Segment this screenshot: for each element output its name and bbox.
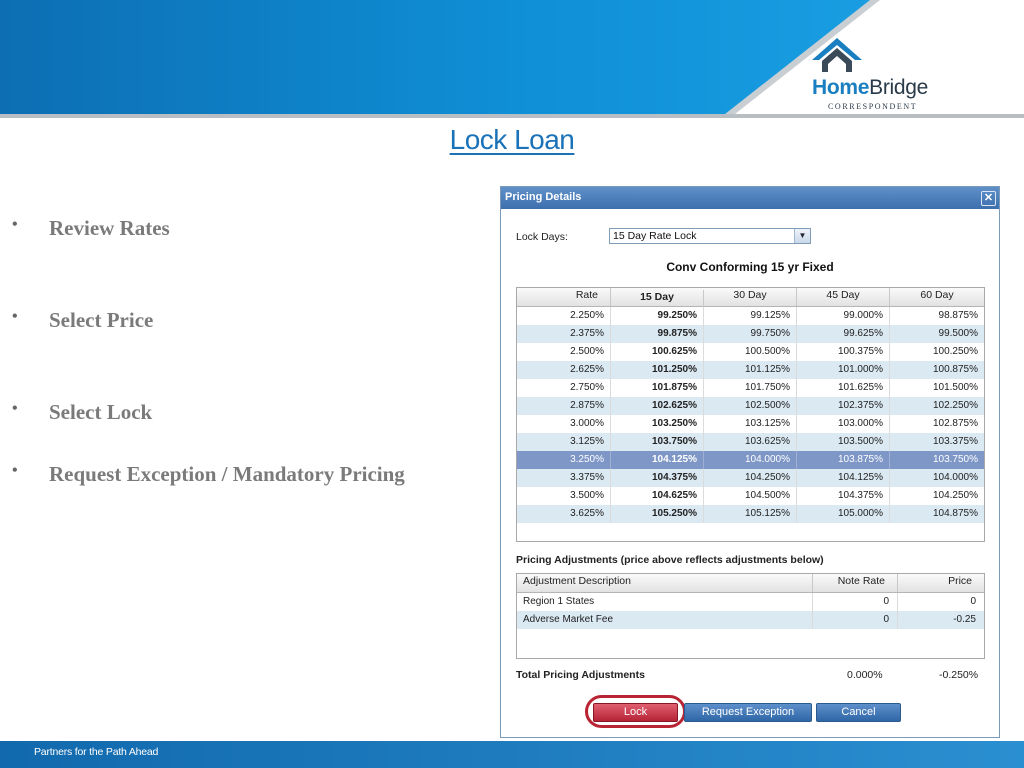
price-cell[interactable]: 103.750%	[611, 433, 704, 451]
price-cell[interactable]: 102.500%	[704, 397, 797, 415]
adjustment-price: -0.25	[953, 614, 976, 625]
rate-cell[interactable]: 2.625%	[517, 361, 611, 379]
rate-cell[interactable]: 3.250%	[517, 451, 611, 469]
rate-cell[interactable]: 3.375%	[517, 469, 611, 487]
price-cell[interactable]: 99.000%	[797, 307, 890, 325]
dialog-titlebar[interactable]	[501, 187, 999, 209]
price-cell[interactable]: 104.625%	[611, 487, 704, 505]
price-cell[interactable]: 104.375%	[611, 469, 704, 487]
col-header-60-day[interactable]: 60 Day	[920, 289, 954, 301]
price-cell[interactable]: 103.250%	[611, 415, 704, 433]
adjustment-note-rate: 0	[813, 611, 898, 629]
lock-days-value: 15 Day Rate Lock	[613, 230, 697, 242]
rate-cell[interactable]: 3.000%	[517, 415, 611, 433]
price-cell[interactable]: 104.000%	[704, 451, 797, 469]
col-header-adjustment-description[interactable]: Adjustment Description	[517, 574, 813, 592]
price-cell[interactable]: 103.625%	[704, 433, 797, 451]
price-cell[interactable]: 101.750%	[704, 379, 797, 397]
adjustment-note-rate: 0	[813, 593, 898, 611]
price-cell[interactable]: 102.875%	[932, 418, 978, 429]
price-cell[interactable]: 105.125%	[704, 505, 797, 523]
price-cell[interactable]: 102.375%	[797, 397, 890, 415]
close-icon[interactable]: ✕	[981, 191, 996, 206]
rate-row[interactable]	[517, 469, 984, 487]
price-cell[interactable]: 100.500%	[704, 343, 797, 361]
price-cell[interactable]: 99.875%	[611, 325, 704, 343]
price-cell[interactable]: 100.250%	[932, 346, 978, 357]
price-cell[interactable]: 98.875%	[938, 310, 978, 321]
lock-button[interactable]: Lock	[593, 703, 678, 722]
price-cell[interactable]: 104.250%	[932, 490, 978, 501]
rate-cell[interactable]: 2.500%	[517, 343, 611, 361]
price-cell[interactable]: 104.000%	[932, 472, 978, 483]
grid-header	[517, 288, 984, 307]
adjustments-title: Pricing Adjustments (price above reflects adjustments below)	[516, 554, 824, 566]
price-cell[interactable]: 104.125%	[611, 451, 704, 469]
price-cell[interactable]: 103.750%	[932, 454, 978, 465]
adjustment-description: Adverse Market Fee	[517, 611, 813, 629]
rate-cell[interactable]: 2.250%	[517, 307, 611, 325]
rate-row[interactable]	[517, 379, 984, 397]
price-cell[interactable]: 103.000%	[797, 415, 890, 433]
price-cell[interactable]: 101.875%	[611, 379, 704, 397]
price-cell[interactable]: 100.625%	[611, 343, 704, 361]
total-adjustments-label: Total Pricing Adjustments	[516, 669, 645, 681]
price-cell[interactable]: 99.250%	[611, 307, 704, 325]
rate-row[interactable]	[517, 415, 984, 433]
col-header-note-rate[interactable]: Note Rate	[813, 574, 898, 592]
price-cell[interactable]: 99.125%	[704, 307, 797, 325]
price-cell[interactable]: 101.125%	[704, 361, 797, 379]
rate-row[interactable]	[517, 433, 984, 451]
rate-price-grid	[516, 287, 985, 542]
rate-cell[interactable]: 2.375%	[517, 325, 611, 343]
price-cell[interactable]: 101.250%	[611, 361, 704, 379]
price-cell[interactable]: 103.375%	[932, 436, 978, 447]
cancel-button[interactable]: Cancel	[816, 703, 901, 722]
adjustments-header	[517, 574, 984, 593]
price-cell[interactable]: 102.625%	[611, 397, 704, 415]
rate-cell[interactable]: 2.875%	[517, 397, 611, 415]
price-cell[interactable]: 103.500%	[797, 433, 890, 451]
col-header-45-day[interactable]: 45 Day	[797, 288, 890, 306]
price-cell[interactable]: 103.125%	[704, 415, 797, 433]
footer-bar	[0, 741, 1024, 768]
footer-tagline: Partners for the Path Ahead	[34, 746, 159, 758]
price-cell[interactable]: 104.250%	[704, 469, 797, 487]
price-cell[interactable]: 104.875%	[932, 508, 978, 519]
logo-subtitle: CORRESPONDENT	[828, 102, 918, 111]
col-header-price[interactable]: Price	[948, 575, 972, 587]
price-cell[interactable]: 105.000%	[797, 505, 890, 523]
rate-cell[interactable]: 3.625%	[517, 505, 611, 523]
total-price: -0.250%	[939, 669, 979, 681]
rate-cell[interactable]: 3.500%	[517, 487, 611, 505]
adjustment-row	[517, 611, 984, 629]
logo-wordmark: HomeBridge	[812, 76, 929, 99]
price-cell[interactable]: 104.375%	[797, 487, 890, 505]
pricing-details-dialog	[500, 186, 1000, 738]
rate-row[interactable]	[517, 397, 984, 415]
rate-row[interactable]	[517, 361, 984, 379]
price-cell[interactable]: 101.000%	[797, 361, 890, 379]
col-header-rate[interactable]: Rate	[517, 288, 611, 306]
lock-days-select[interactable]	[609, 228, 811, 244]
adjustment-description: Region 1 States	[517, 593, 813, 611]
dialog-title: Pricing Details	[505, 191, 582, 203]
total-note-rate: 0.000%	[847, 669, 883, 681]
adjustments-table	[516, 573, 985, 659]
price-cell[interactable]: 100.375%	[797, 343, 890, 361]
col-header-30-day[interactable]: 30 Day	[704, 288, 797, 306]
homebridge-logo	[812, 38, 942, 118]
product-title: Conv Conforming 15 yr Fixed	[666, 260, 834, 274]
header-banner	[0, 0, 1024, 118]
price-cell[interactable]: 101.500%	[932, 382, 978, 393]
price-cell[interactable]: 99.500%	[938, 328, 978, 339]
chevron-down-icon[interactable]: ▼	[794, 229, 810, 243]
rate-row[interactable]	[517, 505, 984, 523]
rate-row[interactable]	[517, 343, 984, 361]
rate-row[interactable]	[517, 325, 984, 343]
price-cell[interactable]: 104.500%	[704, 487, 797, 505]
house-logo-icon	[812, 38, 862, 72]
page-title: Lock Loan	[449, 124, 575, 155]
rate-cell[interactable]: 2.750%	[517, 379, 611, 397]
rate-row[interactable]	[517, 487, 984, 505]
rate-row[interactable]	[517, 307, 984, 325]
price-cell[interactable]: 101.625%	[797, 379, 890, 397]
adjustment-row	[517, 593, 984, 611]
price-cell[interactable]: 99.625%	[797, 325, 890, 343]
col-header-15-day[interactable]: 15 Day	[611, 290, 704, 308]
price-cell[interactable]: 105.250%	[611, 505, 704, 523]
price-cell[interactable]: 104.125%	[797, 469, 890, 487]
price-cell[interactable]: 103.875%	[797, 451, 890, 469]
adjustment-price: 0	[970, 596, 976, 607]
request-exception-button[interactable]: Request Exception	[684, 703, 812, 722]
rate-row[interactable]	[517, 451, 984, 469]
price-cell[interactable]: 102.250%	[932, 400, 978, 411]
price-cell[interactable]: 99.750%	[704, 325, 797, 343]
rate-cell[interactable]: 3.125%	[517, 433, 611, 451]
lock-days-label: Lock Days:	[516, 231, 568, 243]
price-cell[interactable]: 100.875%	[932, 364, 978, 375]
